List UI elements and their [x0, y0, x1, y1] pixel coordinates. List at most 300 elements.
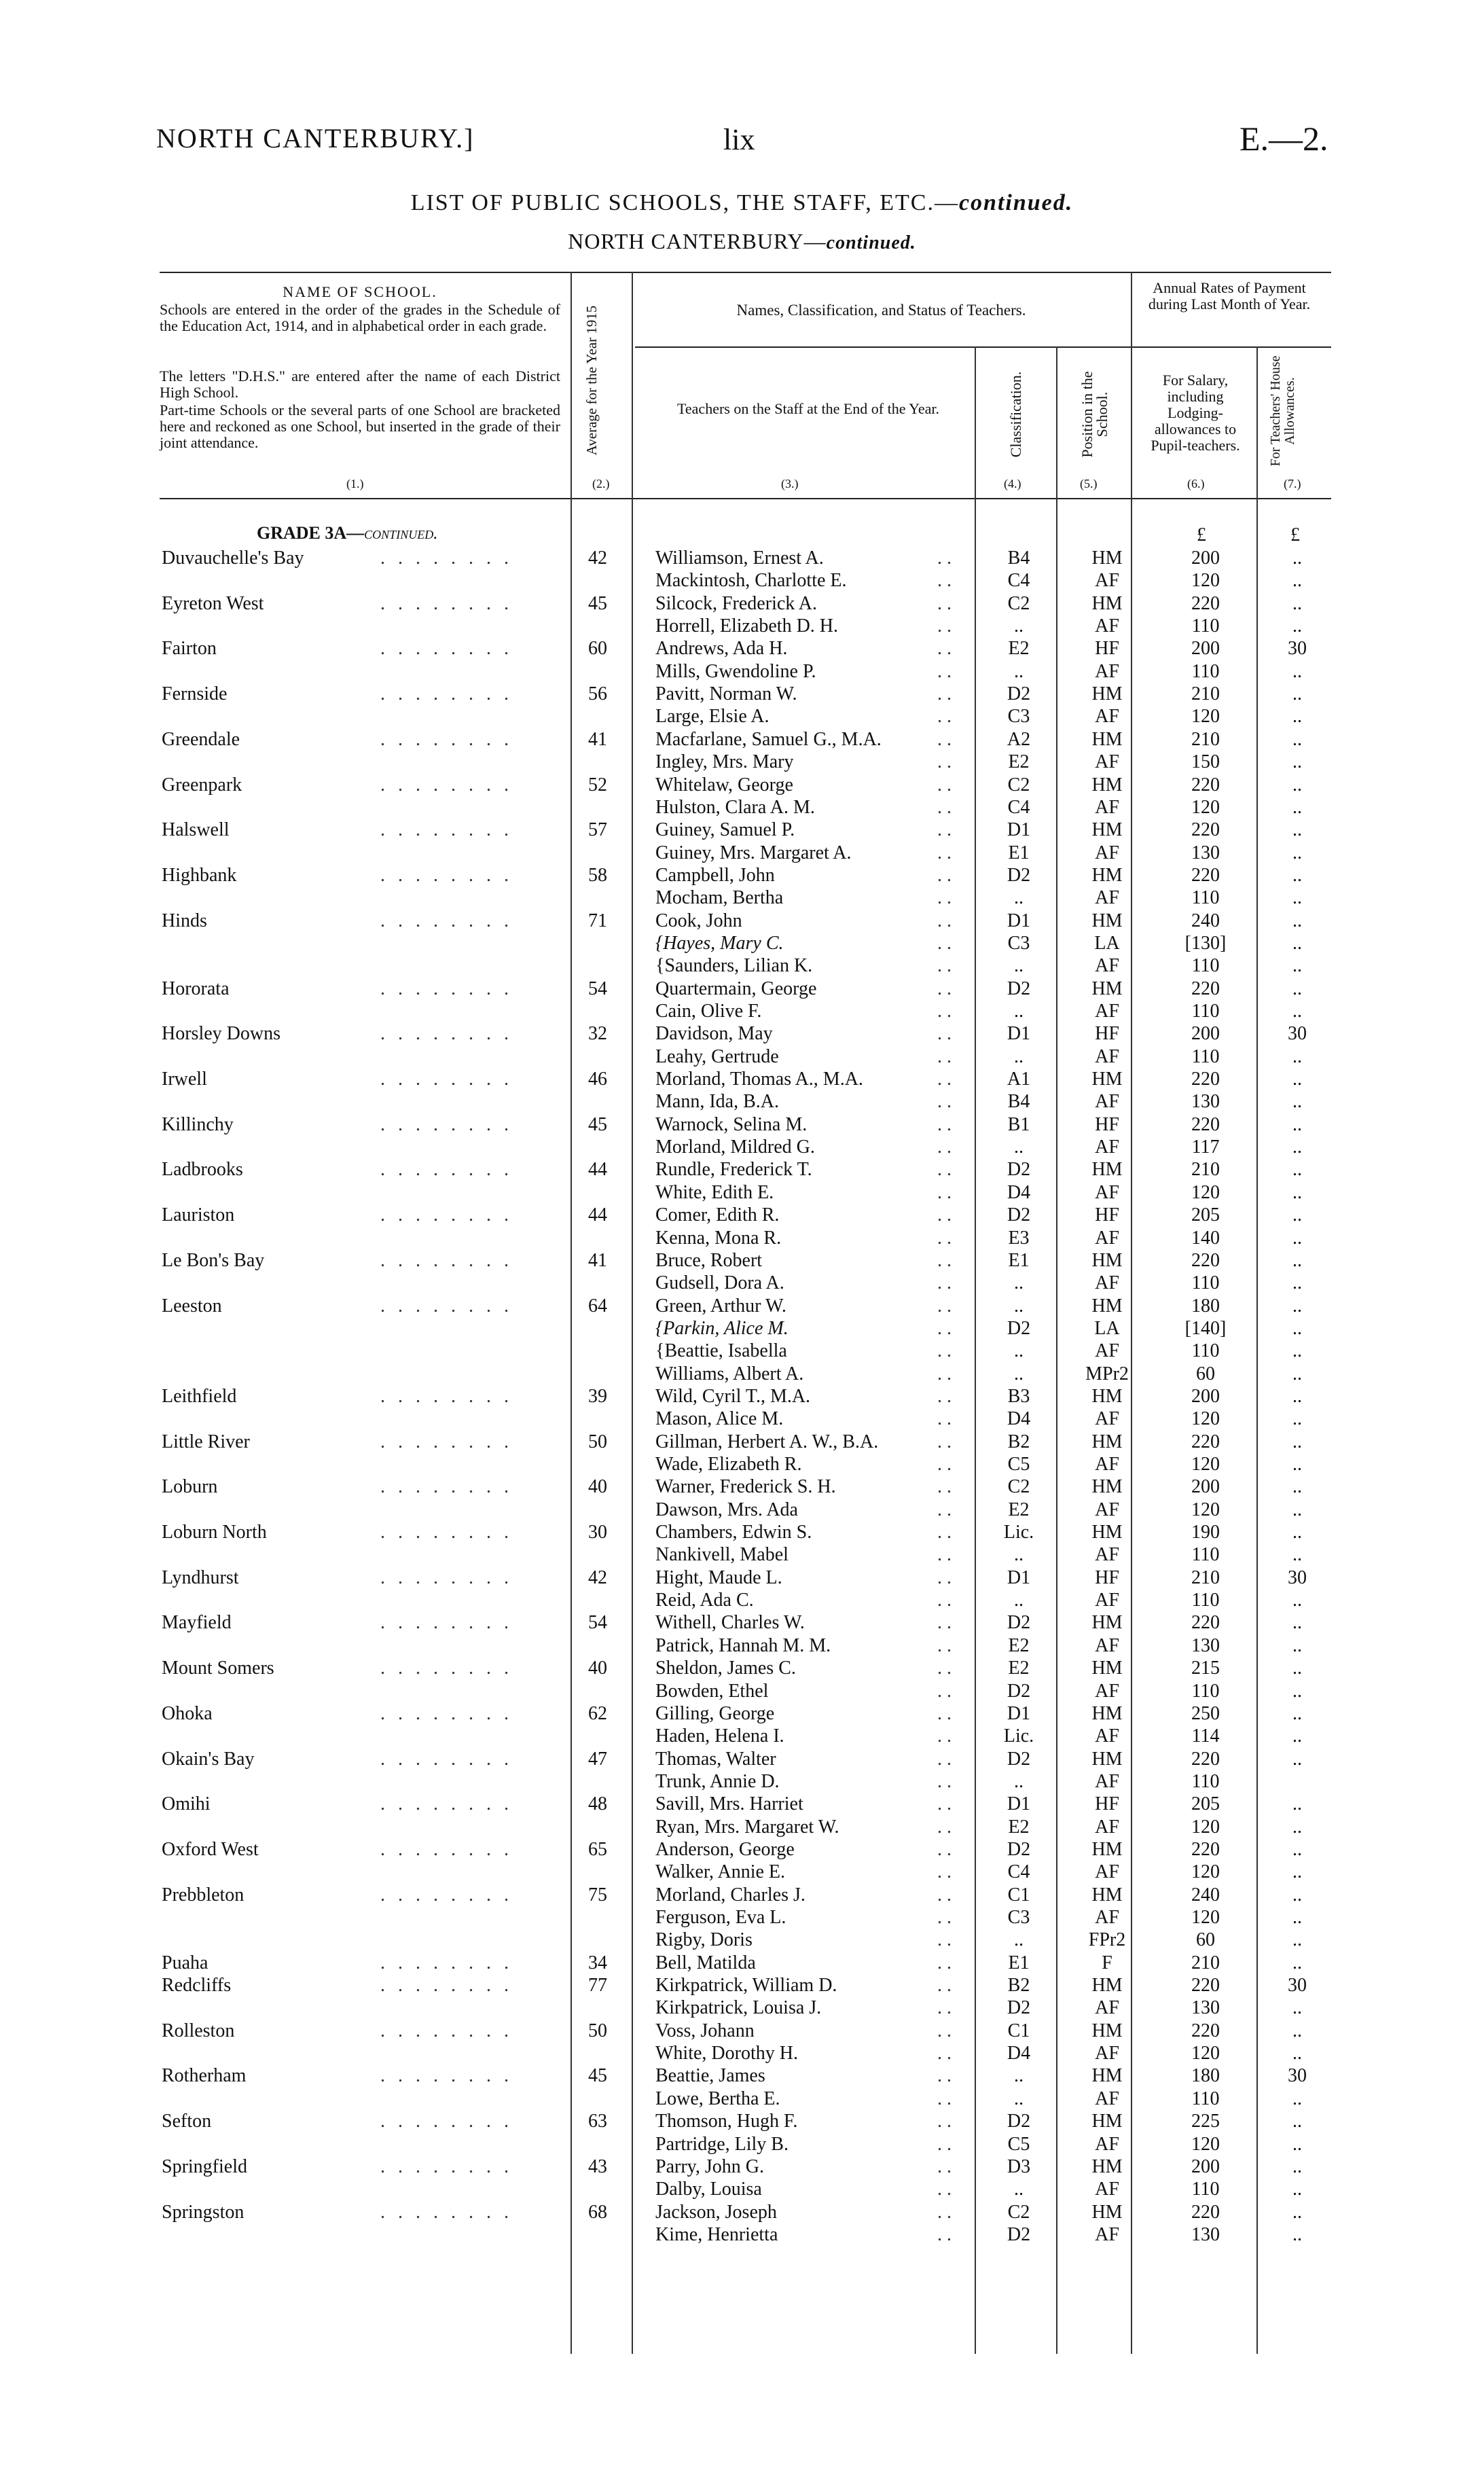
column-number-3: (3.) — [781, 477, 799, 490]
table-row — [0, 1974, 1484, 1997]
teacher-name: Bell, Matilda — [655, 1952, 756, 1973]
house-allowance: .. — [1292, 1816, 1302, 1838]
table-row — [0, 1499, 1484, 1521]
salary: 220 — [1191, 774, 1220, 795]
classification: D1 — [1007, 1702, 1031, 1724]
school-name: Prebbleton — [162, 1884, 245, 1905]
salary: 110 — [1191, 1001, 1220, 1022]
house-allowance: .. — [1292, 615, 1302, 637]
leader-dots: . . — [937, 910, 952, 931]
school-name: Duvauchelle's Bay — [162, 548, 304, 569]
classification: E1 — [1008, 1952, 1030, 1973]
salary: 110 — [1191, 1590, 1220, 1611]
leader-dots: . . — [937, 1137, 952, 1158]
classification: .. — [1014, 1363, 1024, 1384]
leader-dots: . . — [937, 978, 952, 999]
position: AF — [1095, 1997, 1119, 2019]
average-attendance: 75 — [588, 1884, 607, 1905]
salary: 120 — [1191, 1816, 1220, 1838]
position-column-heading: Position in the School. — [1079, 371, 1110, 458]
teacher-name: Savill, Mrs. Harriet — [655, 1793, 803, 1815]
leader-dots: . . — [937, 2133, 952, 2155]
salary: 210 — [1191, 1159, 1220, 1181]
position: HM — [1091, 864, 1123, 886]
classification: A2 — [1007, 728, 1031, 750]
house-allowance: .. — [1292, 660, 1302, 682]
teacher-name: Trunk, Annie D. — [655, 1770, 780, 1792]
teachers-group-rule — [635, 346, 1331, 348]
table-row — [0, 728, 1484, 751]
leader-dots: . . — [937, 1838, 952, 1860]
teacher-name: Kirkpatrick, William D. — [655, 1975, 837, 1997]
position: HM — [1091, 1838, 1123, 1860]
table-row — [0, 547, 1484, 569]
teacher-name: Warnock, Selina M. — [655, 1113, 808, 1135]
salary: 110 — [1191, 1340, 1220, 1362]
house-allowance: .. — [1292, 1929, 1302, 1951]
leader-dots: . . — [937, 2111, 952, 2132]
position: HM — [1091, 548, 1123, 569]
header-top-rule — [160, 272, 1331, 273]
table-row — [0, 1816, 1484, 1838]
column-number-2: (2.) — [592, 477, 610, 490]
leader-dots: . . . . . . . . — [380, 548, 513, 569]
table-row — [0, 1408, 1484, 1430]
leader-dots: . . — [937, 1340, 952, 1362]
classification: .. — [1014, 887, 1024, 909]
leader-dots: . . — [937, 1295, 952, 1317]
table-row — [0, 1068, 1484, 1090]
house-allowance: .. — [1292, 1363, 1302, 1384]
house-allowance: .. — [1292, 1544, 1302, 1566]
salary: 220 — [1191, 1431, 1220, 1452]
leader-dots: . . — [937, 1317, 952, 1339]
table-row — [0, 1884, 1484, 1906]
position: HM — [1091, 1612, 1123, 1634]
house-allowance: 30 — [1288, 2065, 1307, 2087]
salary: 180 — [1191, 2065, 1220, 2087]
school-name: Redcliffs — [162, 1975, 232, 1997]
leader-dots: . . — [937, 1385, 952, 1407]
classification: .. — [1014, 1045, 1024, 1067]
table-row — [0, 1521, 1484, 1543]
position: FPr2 — [1088, 1929, 1126, 1951]
house-allowance: .. — [1292, 1838, 1302, 1860]
classification: .. — [1014, 1929, 1024, 1951]
teacher-name: Mills, Gwendoline P. — [655, 660, 816, 682]
table-row — [0, 796, 1484, 819]
classification: B4 — [1007, 548, 1030, 569]
school-name: Omihi — [162, 1793, 211, 1815]
house-allowance: .. — [1292, 842, 1302, 863]
house-allowance: .. — [1292, 2020, 1302, 2041]
classification: C1 — [1007, 1884, 1030, 1905]
classification: E2 — [1008, 638, 1030, 660]
table-row — [0, 660, 1484, 683]
teacher-name: {Hayes, Mary C. — [655, 932, 784, 954]
house-allowance: .. — [1292, 1001, 1302, 1022]
average-attendance: 71 — [588, 910, 607, 931]
salary: 130 — [1191, 1091, 1220, 1113]
salary: 150 — [1191, 751, 1220, 773]
salary: 220 — [1191, 1113, 1220, 1135]
salary: 210 — [1191, 683, 1220, 705]
leader-dots: . . . . . . . . — [380, 2201, 513, 2223]
salary: 250 — [1191, 1702, 1220, 1724]
salary: 130 — [1191, 842, 1220, 863]
leader-dots: . . . . . . . . — [380, 774, 513, 795]
position: AF — [1095, 615, 1119, 637]
salary: 220 — [1191, 1838, 1220, 1860]
classification: D1 — [1007, 1023, 1031, 1045]
house-allowance: .. — [1292, 570, 1302, 592]
position: AF — [1095, 751, 1119, 773]
leader-dots: . . — [937, 1522, 952, 1543]
average-attendance: 54 — [588, 978, 607, 999]
house-allowance: .. — [1292, 932, 1302, 954]
position: F — [1102, 1952, 1112, 1973]
average-attendance: 42 — [588, 548, 607, 569]
classification: D2 — [1007, 1838, 1031, 1860]
average-attendance: 63 — [588, 2111, 607, 2132]
salary: 220 — [1191, 1748, 1220, 1770]
position: HF — [1095, 1023, 1119, 1045]
house-allowance: .. — [1292, 592, 1302, 614]
classification: .. — [1014, 1544, 1024, 1566]
position: AF — [1095, 2088, 1119, 2109]
table-row — [0, 1022, 1484, 1045]
position: AF — [1095, 796, 1119, 818]
table-row — [0, 1929, 1484, 1951]
average-attendance: 45 — [588, 1113, 607, 1135]
leader-dots: . . . . . . . . — [380, 1249, 513, 1271]
school-name: Halswell — [162, 819, 230, 841]
classification: C1 — [1007, 2020, 1030, 2041]
table-row — [0, 2064, 1484, 2087]
leader-dots: . . . . . . . . — [380, 2065, 513, 2087]
teacher-name: Bowden, Ethel — [655, 1680, 769, 1702]
leader-dots: . . — [937, 1181, 952, 1203]
classification: .. — [1014, 615, 1024, 637]
leader-dots: . . . . . . . . — [380, 819, 513, 841]
position: HF — [1095, 1793, 1119, 1815]
leader-dots: . . — [937, 1001, 952, 1022]
table-row — [0, 932, 1484, 954]
leader-dots: . . — [937, 1544, 952, 1566]
teacher-name: Kenna, Mona R. — [655, 1227, 782, 1249]
average-attendance: 60 — [588, 638, 607, 660]
school-name: Hinds — [162, 910, 207, 931]
leader-dots: . . — [937, 1612, 952, 1634]
position: HF — [1095, 1567, 1119, 1588]
house-allowance: .. — [1292, 1884, 1302, 1905]
school-name: Killinchy — [162, 1113, 234, 1135]
table-row — [0, 1702, 1484, 1725]
house-allowance: .. — [1292, 548, 1302, 569]
page-header-left: NORTH CANTERBURY.] — [156, 123, 475, 154]
classification: .. — [1014, 1137, 1024, 1158]
document-subtitle: NORTH CANTERBURY—continued. — [568, 229, 916, 253]
table-row — [0, 1793, 1484, 1815]
classification: C5 — [1007, 1454, 1030, 1475]
table-row — [0, 1952, 1484, 1974]
salary: [130] — [1184, 932, 1227, 954]
table-row — [0, 1589, 1484, 1611]
leader-dots: . . . . . . . . — [380, 638, 513, 660]
classification: E2 — [1008, 1499, 1030, 1520]
school-name: Rotherham — [162, 2065, 247, 2087]
leader-dots: . . . . . . . . — [380, 1612, 513, 1634]
leader-dots: . . — [937, 1499, 952, 1520]
teacher-name: Hulston, Clara A. M. — [655, 796, 815, 818]
column-number-1: (1.) — [346, 477, 364, 490]
table-row — [0, 683, 1484, 705]
classification: D2 — [1007, 2223, 1031, 2245]
position: AF — [1095, 1137, 1119, 1158]
house-allowance: .. — [1292, 1091, 1302, 1113]
school-name: Sefton — [162, 2111, 212, 2132]
table-row — [0, 1431, 1484, 1453]
pound-sign-allowance: £ — [1290, 524, 1300, 545]
house-allowance: .. — [1292, 1476, 1302, 1498]
classification: B4 — [1007, 1091, 1030, 1113]
teacher-name: Cook, John — [655, 910, 742, 931]
teacher-name: Campbell, John — [655, 864, 775, 886]
school-name: Leithfield — [162, 1385, 237, 1407]
table-row — [0, 910, 1484, 932]
table-row — [0, 569, 1484, 592]
average-attendance: 64 — [588, 1295, 607, 1317]
school-name: Horsley Downs — [162, 1023, 280, 1045]
classification: Lic. — [1003, 1725, 1034, 1747]
table-row — [0, 819, 1484, 841]
column-number-4: (4.) — [1004, 477, 1021, 490]
position: AF — [1095, 1340, 1119, 1362]
rates-group-heading: Annual Rates of Payment during Last Month of Year. — [1148, 279, 1311, 312]
salary: 120 — [1191, 1454, 1220, 1475]
salary: 110 — [1191, 1045, 1220, 1067]
salary: 220 — [1191, 978, 1220, 999]
average-attendance: 62 — [588, 1702, 607, 1724]
average-attendance: 44 — [588, 1204, 607, 1226]
position: AF — [1095, 1634, 1119, 1656]
classification: D4 — [1007, 1181, 1031, 1203]
classification: .. — [1014, 2179, 1024, 2200]
classification: C2 — [1007, 2201, 1030, 2223]
leader-dots: . . . . . . . . — [380, 1702, 513, 1724]
average-attendance: 56 — [588, 683, 607, 705]
house-allowance: .. — [1292, 2155, 1302, 2177]
leader-dots: . . — [937, 592, 952, 614]
leader-dots: . . — [937, 1091, 952, 1113]
leader-dots: . . — [937, 796, 952, 818]
school-name: Springston — [162, 2201, 245, 2223]
school-name: Hororata — [162, 978, 230, 999]
teacher-name: {Beattie, Isabella — [655, 1340, 787, 1362]
table-row — [0, 887, 1484, 909]
classification: .. — [1014, 1295, 1024, 1317]
average-attendance: 44 — [588, 1159, 607, 1181]
house-allowance: .. — [1292, 2179, 1302, 2200]
teacher-name: Morland, Charles J. — [655, 1884, 806, 1905]
salary: 120 — [1191, 570, 1220, 592]
table-row — [0, 1136, 1484, 1158]
table-row — [0, 1997, 1484, 2019]
leader-dots: . . — [937, 1907, 952, 1928]
table-row — [0, 1543, 1484, 1566]
table-row — [0, 1113, 1484, 1136]
house-allowance: 30 — [1288, 1567, 1307, 1588]
table-row — [0, 1090, 1484, 1113]
school-name: Loburn — [162, 1476, 218, 1498]
salary: 120 — [1191, 706, 1220, 728]
position: AF — [1095, 1272, 1119, 1294]
salary: 110 — [1191, 887, 1220, 909]
header-bottom-rule — [160, 498, 1331, 499]
classification: C2 — [1007, 774, 1030, 795]
position: HM — [1091, 1748, 1123, 1770]
leader-dots: . . — [937, 683, 952, 705]
school-name: Leeston — [162, 1295, 222, 1317]
leader-dots: . . — [937, 1929, 952, 1951]
average-attendance: 47 — [588, 1748, 607, 1770]
teacher-name: Chambers, Edwin S. — [655, 1522, 812, 1543]
teacher-name: Wild, Cyril T., M.A. — [655, 1385, 811, 1407]
house-allowance: .. — [1292, 1612, 1302, 1634]
teachers-group-heading: Names, Classification, and Status of Teachers. — [736, 302, 1026, 319]
leader-dots: . . — [937, 774, 952, 795]
leader-dots: . . — [937, 1227, 952, 1249]
teacher-name: Thomson, Hugh F. — [655, 2111, 798, 2132]
leader-dots: . . — [937, 548, 952, 569]
classification: B2 — [1007, 1975, 1030, 1997]
teacher-name: Guiney, Samuel P. — [655, 819, 795, 841]
average-attendance: 46 — [588, 1069, 607, 1090]
salary: 140 — [1191, 1227, 1220, 1249]
position: AF — [1095, 1816, 1119, 1838]
school-name: Greendale — [162, 728, 240, 750]
leader-dots: . . — [937, 1952, 952, 1973]
salary: 114 — [1191, 1725, 1220, 1747]
position: HM — [1091, 2111, 1123, 2132]
table-row — [0, 864, 1484, 887]
salary: 60 — [1196, 1929, 1215, 1951]
house-allowance: 30 — [1288, 1023, 1307, 1045]
classification: D2 — [1007, 683, 1031, 705]
salary: 117 — [1191, 1137, 1220, 1158]
teacher-name: Sheldon, James C. — [655, 1658, 796, 1679]
table-row — [0, 774, 1484, 796]
table-row — [0, 1475, 1484, 1498]
teacher-name: Silcock, Frederick A. — [655, 592, 817, 614]
leader-dots: . . — [937, 887, 952, 909]
leader-dots: . . — [937, 1363, 952, 1384]
table-row — [0, 2223, 1484, 2246]
leader-dots: . . — [937, 1590, 952, 1611]
average-attendance: 39 — [588, 1385, 607, 1407]
school-name: Rolleston — [162, 2020, 235, 2041]
teacher-name: Gudsell, Dora A. — [655, 1272, 784, 1294]
leader-dots: . . — [937, 2088, 952, 2109]
position: HM — [1091, 728, 1123, 750]
house-allowance: .. — [1292, 2223, 1302, 2245]
teacher-name: Davidson, May — [655, 1023, 773, 1045]
leader-dots: . . . . . . . . — [380, 1204, 513, 1226]
school-name: Irwell — [162, 1069, 207, 1090]
position: AF — [1095, 2043, 1119, 2064]
table-row — [0, 1725, 1484, 1747]
teacher-name: Large, Elsie A. — [655, 706, 770, 728]
teacher-name: Cain, Olive F. — [655, 1001, 762, 1022]
salary: 130 — [1191, 1634, 1220, 1656]
classification: C5 — [1007, 2133, 1030, 2155]
teacher-name: Pavitt, Norman W. — [655, 683, 797, 705]
salary: 120 — [1191, 1907, 1220, 1928]
classification: D2 — [1007, 864, 1031, 886]
house-allowance: .. — [1292, 728, 1302, 750]
average-attendance: 68 — [588, 2201, 607, 2223]
classification: .. — [1014, 660, 1024, 682]
leader-dots: . . . . . . . . — [380, 1295, 513, 1317]
position: AF — [1095, 1001, 1119, 1022]
classification: .. — [1014, 955, 1024, 977]
teacher-name: Walker, Annie E. — [655, 1861, 786, 1883]
house-allowance: 30 — [1288, 1975, 1307, 1997]
teacher-name: Green, Arthur W. — [655, 1295, 786, 1317]
classification: D2 — [1007, 1748, 1031, 1770]
house-allowance: .. — [1292, 1499, 1302, 1520]
table-row — [0, 1181, 1484, 1204]
position: HF — [1095, 1113, 1119, 1135]
leader-dots: . . — [937, 1702, 952, 1724]
leader-dots: . . . . . . . . — [380, 1952, 513, 1973]
leader-dots: . . — [937, 2201, 952, 2223]
classification: .. — [1014, 2088, 1024, 2109]
leader-dots: . . . . . . . . — [380, 728, 513, 750]
salary: 205 — [1191, 1204, 1220, 1226]
leader-dots: . . — [937, 1567, 952, 1588]
salary: 210 — [1191, 1567, 1220, 1588]
house-allowance: .. — [1292, 1340, 1302, 1362]
salary: 200 — [1191, 638, 1220, 660]
position: HM — [1091, 1658, 1123, 1679]
house-allowance: 30 — [1288, 638, 1307, 660]
house-allowance: .. — [1292, 1748, 1302, 1770]
salary: 220 — [1191, 1612, 1220, 1634]
salary: 220 — [1191, 1975, 1220, 1997]
leader-dots: . . . . . . . . — [380, 1658, 513, 1679]
leader-dots: . . — [937, 819, 952, 841]
position: AF — [1095, 1499, 1119, 1520]
school-name: Greenpark — [162, 774, 242, 795]
table-row — [0, 978, 1484, 1000]
position: AF — [1095, 887, 1119, 909]
classification: D2 — [1007, 1317, 1031, 1339]
house-allowance: .. — [1292, 864, 1302, 886]
school-name: Lauriston — [162, 1204, 235, 1226]
position: AF — [1095, 2133, 1119, 2155]
house-allowance: .. — [1292, 1522, 1302, 1543]
classification: E1 — [1008, 1249, 1030, 1271]
leader-dots: . . — [937, 932, 952, 954]
table-row — [0, 1045, 1484, 1068]
salary: 225 — [1191, 2111, 1220, 2132]
position: LA — [1094, 932, 1120, 954]
leader-dots: . . — [937, 2043, 952, 2064]
classification: E2 — [1008, 1658, 1030, 1679]
salary: 200 — [1191, 548, 1220, 569]
leader-dots: . . . . . . . . — [380, 1838, 513, 1860]
